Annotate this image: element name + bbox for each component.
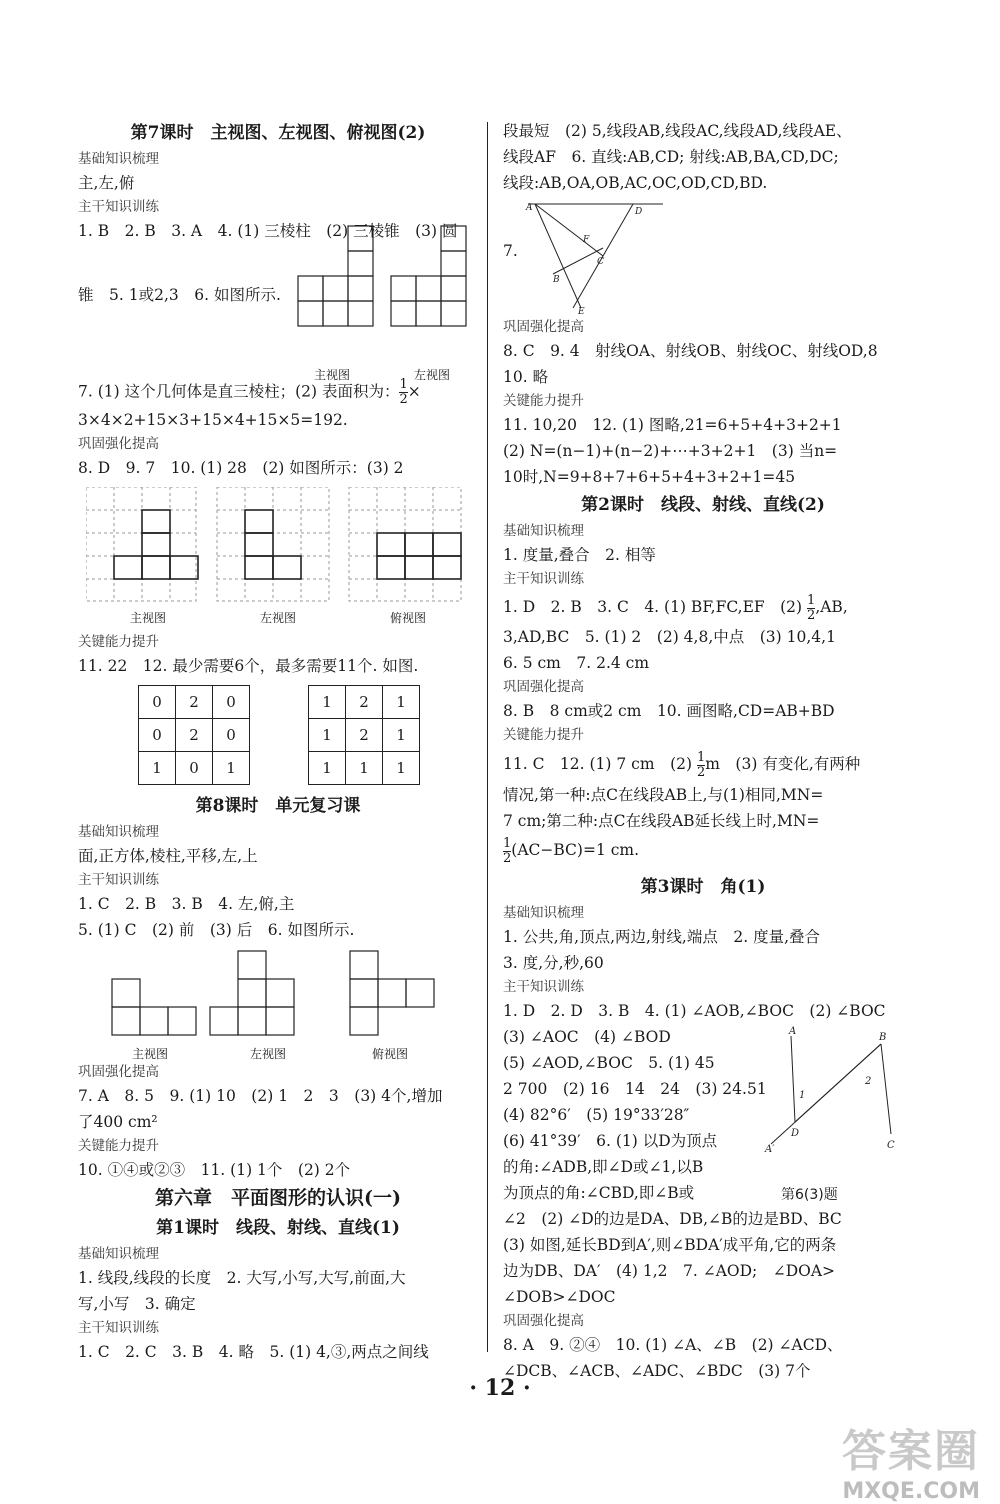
answer-line: 10. ①④或②③ 11. (1) 1个 (2) 2个 xyxy=(78,1161,351,1179)
column-divider xyxy=(487,122,488,1352)
caption-main-view: 主视图 xyxy=(132,1047,169,1061)
section-key: 关键能力提升 xyxy=(503,727,584,743)
answer-line: ∠DCB、∠ACB、∠ADC、∠BDC (3) 7个 xyxy=(503,1362,811,1380)
answer-line: 11. C 12. (1) 7 cm (2) $\frac{1}{2}$ m (3) 有变化,有两种 xyxy=(503,749,861,780)
svg-text:C: C xyxy=(597,257,604,267)
caption-main-view: 主视图 xyxy=(314,368,351,382)
chapter6-title: 第六章 平面图形的认识(一) xyxy=(155,1187,401,1209)
caption-top-view: 俯视图 xyxy=(390,611,427,625)
answer-line: 7. A 8. 5 9. (1) 10 (2) 1 2 3 (3) 4个,增加 xyxy=(78,1087,443,1105)
section-key: 关键能力提升 xyxy=(503,393,584,409)
section-main: 主干知识训练 xyxy=(78,199,159,215)
caption-left-view: 左视图 xyxy=(414,368,451,382)
answer-line: 3. 度,分,秒,60 xyxy=(503,954,604,972)
answer-line: 3,AD,BC 5. (1) 2 (2) 4,8,中点 (3) 10,4,1 xyxy=(503,628,836,646)
grid-minimum: 0 2 0 0 2 0 1 0 1 xyxy=(138,685,250,785)
svg-text:F: F xyxy=(583,235,590,245)
fraction: $\frac{1}{2}$ xyxy=(503,835,512,866)
answer-line: 5. (1) C (2) 前 (3) 后 6. 如图所示. xyxy=(78,921,355,939)
svg-text:D: D xyxy=(791,1128,800,1139)
question-label: 7. xyxy=(503,242,518,260)
answer-line: $\frac{1}{2}$ (AC−BC)=1 cm. xyxy=(503,835,640,866)
answer-line: 线段AF 6. 直线:AB,CD; 射线:AB,BA,CD,DC; xyxy=(503,148,839,166)
svg-text:2: 2 xyxy=(865,1076,872,1087)
section-basic: 基础知识梳理 xyxy=(503,905,584,921)
l3-figure-wrap xyxy=(503,1024,903,1206)
section-consolidate: 巩固强化提高 xyxy=(503,1313,584,1329)
watermark-logo: 答案圈 xyxy=(842,1426,980,1477)
answer-line: 情况,第一种:点C在线段AB上,与(1)相同,MN= xyxy=(503,786,824,804)
answer-line: 8. D 9. 7 10. (1) 28 (2) 如图所示：(3) 2 xyxy=(78,459,404,477)
answer-line: (5) ∠AOD,∠BOC 5. (1) 45 xyxy=(503,1054,715,1072)
answer-line: 7. (1) 这个几何体是直三棱柱；(2) 表面积为： $\frac{1}{2}$ × xyxy=(78,377,421,407)
svg-text:B: B xyxy=(553,275,560,285)
answer-line: 1. B 2. B 3. A 4. (1) 三棱柱 (2) 三棱锥 (3) 圆 xyxy=(78,222,458,240)
answer-line: 1. C 2. B 3. B 4. 左,俯,主 xyxy=(78,895,295,913)
answer-line: 1. C 2. C 3. B 4. 略 5. (1) 4,③,两点之间线 xyxy=(78,1343,429,1361)
answer-line: 8. B 8 cm或2 cm 10. 画图略,CD=AB+BD xyxy=(503,702,835,720)
fig-l7-row xyxy=(78,244,478,382)
answer-line: 为顶点的角:∠CBD,即∠B或 xyxy=(503,1184,695,1202)
grid-maximum: 1 2 1 1 2 1 1 1 1 xyxy=(308,685,420,785)
section-basic: 基础知识梳理 xyxy=(78,151,159,167)
section-basic: 基础知识梳理 xyxy=(78,824,159,840)
section-main: 主干知识训练 xyxy=(503,571,584,587)
section-key: 关键能力提升 xyxy=(78,1138,159,1154)
section-key: 关键能力提升 xyxy=(78,634,159,650)
fig-dashed-grids xyxy=(86,487,466,605)
fig-l7-views xyxy=(296,224,476,364)
lesson7-title: 第7课时 主视图、左视图、俯视图(2) xyxy=(130,123,426,143)
answer-line: (3) 如图,延长BD到A′,则∠BDA′成平角,它的两条 xyxy=(503,1236,837,1254)
svg-text:C: C xyxy=(887,1140,895,1151)
right-column xyxy=(503,118,903,1384)
answer-line: 8. C 9. 4 射线OA、射线OB、射线OC、射线OD,8 xyxy=(503,342,878,360)
chapter6-lesson1-title: 第1课时 线段、射线、直线(1) xyxy=(156,1218,400,1238)
fraction: $\frac{1}{2}$ xyxy=(696,749,706,780)
answer-line: 1. 公共,角,顶点,两边,射线,端点 2. 度量,叠合 xyxy=(503,928,820,946)
section-main: 主干知识训练 xyxy=(78,1320,159,1336)
answer-line: 了400 cm² xyxy=(78,1113,158,1131)
answer-line: 面,正方体,棱柱,平移,左,上 xyxy=(78,847,258,865)
answer-line: 6. 5 cm 7. 2.4 cm xyxy=(503,654,650,672)
section-main: 主干知识训练 xyxy=(78,872,159,888)
lesson2-title: 第2课时 线段、射线、直线(2) xyxy=(581,495,825,515)
answer-line: 的角:∠ADB,即∠D或∠1,以B xyxy=(503,1158,704,1176)
answer-line: 主,左,俯 xyxy=(78,174,135,192)
svg-text:1: 1 xyxy=(799,1090,806,1101)
answer-line: (6) 41°39′ 6. (1) 以D为顶点 xyxy=(503,1132,718,1150)
svg-text:A: A xyxy=(526,203,533,213)
page-number: · 12 · xyxy=(469,1375,531,1401)
answer-line: (2) N=(n−1)+(n−2)+⋯+3+2+1 (3) 当n= xyxy=(503,442,838,460)
section-main: 主干知识训练 xyxy=(503,979,584,995)
fig-q7-lines xyxy=(503,196,903,316)
answer-line: (3) ∠AOC (4) ∠BOD xyxy=(503,1028,671,1046)
lesson8-title: 第8课时 单元复习课 xyxy=(195,796,361,816)
svg-text:D: D xyxy=(635,207,643,217)
lesson3-title: 第3课时 角(1) xyxy=(640,877,766,897)
answer-line: 10. 略 xyxy=(503,368,549,386)
fig-number-grids xyxy=(78,679,478,791)
caption-left-view: 左视图 xyxy=(260,611,297,625)
fig-6-3-angle xyxy=(761,1024,906,1154)
fig-l8-shapes xyxy=(110,949,440,1039)
fig-l7-three-views xyxy=(78,481,478,631)
answer-line: 锥 5. 1或2,3 6. 如图所示. xyxy=(78,286,281,304)
caption-left-view: 左视图 xyxy=(250,1047,287,1061)
answer-line: 2 700 (2) 16 14 24 (3) 24.51 xyxy=(503,1080,767,1098)
answer-line: 1. D 2. D 3. B 4. (1) ∠AOB,∠BOC (2) ∠BOC xyxy=(503,1002,886,1020)
answer-line: 写,小写 3. 确定 xyxy=(78,1295,196,1313)
watermark-url: MXQE.COM xyxy=(842,1479,980,1504)
svg-text:B: B xyxy=(879,1032,887,1043)
fraction: $\frac{1}{2}$ xyxy=(807,592,816,623)
answer-line: 8. A 9. ②④ 10. (1) ∠A、∠B (2) ∠ACD、 xyxy=(503,1336,843,1354)
figure-caption: 第6(3)题 xyxy=(781,1187,838,1203)
svg-text:A: A xyxy=(789,1026,797,1037)
answer-line: 1. D 2. B 3. C 4. (1) BF,FC,EF (2) $\frac{1}{2}$ ,AB, xyxy=(503,592,848,623)
answer-line: 段最短 (2) 5,线段AB,线段AC,线段AD,线段AE、 xyxy=(503,122,852,140)
answer-line: ∠DOB>∠DOC xyxy=(503,1288,616,1306)
section-consolidate: 巩固强化提高 xyxy=(503,319,584,335)
section-basic: 基础知识梳理 xyxy=(503,523,584,539)
left-column xyxy=(78,118,478,1365)
answer-line: 线段:AB,OA,OB,AC,OC,OD,CD,BD. xyxy=(503,174,768,192)
section-consolidate: 巩固强化提高 xyxy=(503,679,584,695)
svg-text:E: E xyxy=(578,307,585,316)
answer-line: 1. 线段,线段的长度 2. 大写,小写,大写,前面,大 xyxy=(78,1269,406,1287)
fraction: $\frac{1}{2}$ xyxy=(399,377,408,407)
svg-text:A′: A′ xyxy=(765,1144,775,1154)
caption-main-view: 主视图 xyxy=(130,611,167,625)
answer-line: 1. 度量,叠合 2. 相等 xyxy=(503,546,656,564)
answer-line: 边为DB、DA′ (4) 1,2 7. ∠AOD; ∠DOA> xyxy=(503,1262,836,1280)
answer-line: 11. 22 12. 最少需要6个，最多需要11个. 如图. xyxy=(78,657,419,675)
section-consolidate: 巩固强化提高 xyxy=(78,1064,159,1080)
section-consolidate: 巩固强化提高 xyxy=(78,436,159,452)
section-basic: 基础知识梳理 xyxy=(78,1246,159,1262)
answer-line: 11. 10,20 12. (1) 图略,21=6+5+4+3+2+1 xyxy=(503,416,842,434)
fig-q7-diagram xyxy=(523,196,673,316)
answer-line: 7 cm;第二种:点C在线段AB延长线上时,MN= xyxy=(503,812,820,830)
caption-top-view: 俯视图 xyxy=(372,1047,409,1061)
answer-line: (4) 82°6′ (5) 19°33′28″ xyxy=(503,1106,690,1124)
answer-line: 10时,N=9+8+7+6+5+4+3+2+1=45 xyxy=(503,468,796,486)
answer-line: ∠2 (2) ∠D的边是DA、DB,∠B的边是BD、BC xyxy=(503,1210,842,1228)
fig-l8-views xyxy=(78,943,478,1061)
answer-line: 3×4×2+15×3+15×4+15×5=192. xyxy=(78,411,348,429)
